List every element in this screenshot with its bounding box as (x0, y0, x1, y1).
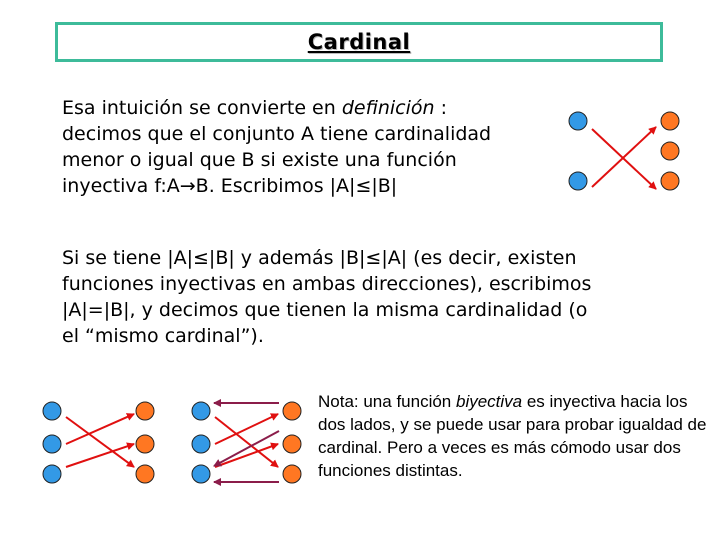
set-b-element (283, 435, 301, 453)
set-b-element (283, 402, 301, 420)
map-arrow (592, 127, 656, 187)
set-a-element (43, 435, 61, 453)
set-b-element (136, 435, 154, 453)
set-a-element (192, 402, 210, 420)
set-a-element (43, 402, 61, 420)
set-b-element (661, 142, 679, 160)
map-arrow (592, 129, 656, 189)
injective-diagram (569, 112, 679, 190)
map-arrow (66, 417, 134, 467)
set-a-element (569, 172, 587, 190)
set-a-element (569, 112, 587, 130)
note-text-rest: es inyectiva hacia los dos lados, y se puede usar para probar igualdad de cardinal. Pero a veces es más cómodo usar dos funciones distintas. (318, 392, 707, 480)
map-arrow (66, 414, 134, 444)
set-a-element (43, 465, 61, 483)
set-b-element (136, 402, 154, 420)
set-b-element (283, 465, 301, 483)
equal-cardinality-paragraph: Si se tiene |A|≤|B| y además |B|≤|A| (es decir, existen funciones inyectivas en ambas direcciones), escribimos |A|=|B|, y decimos que tienen la misma cardinalidad (o el “mismo cardinal”). (62, 247, 592, 347)
definition-text-rest: : decimos que el conjunto A tiene cardinalidad menor o igual que B si existe una función inyectiva f:A→B. Escribimos |A|≤|B| (62, 97, 492, 197)
definition-term: definición (341, 97, 435, 119)
note-text-start: Nota: una función (318, 392, 456, 411)
note-term: biyectiva (455, 392, 523, 411)
set-b-element (661, 172, 679, 190)
two-injections-diagram (192, 402, 301, 483)
set-b-element (136, 465, 154, 483)
map-arrow (66, 444, 134, 467)
bijection-diagram (43, 402, 154, 483)
definition-text-start: Esa intuición se convierte en (62, 97, 342, 119)
set-a-element (192, 435, 210, 453)
map-arrow (215, 414, 278, 444)
set-a-element (192, 465, 210, 483)
set-b-element (661, 112, 679, 130)
page-title: Cardinal (307, 30, 411, 54)
